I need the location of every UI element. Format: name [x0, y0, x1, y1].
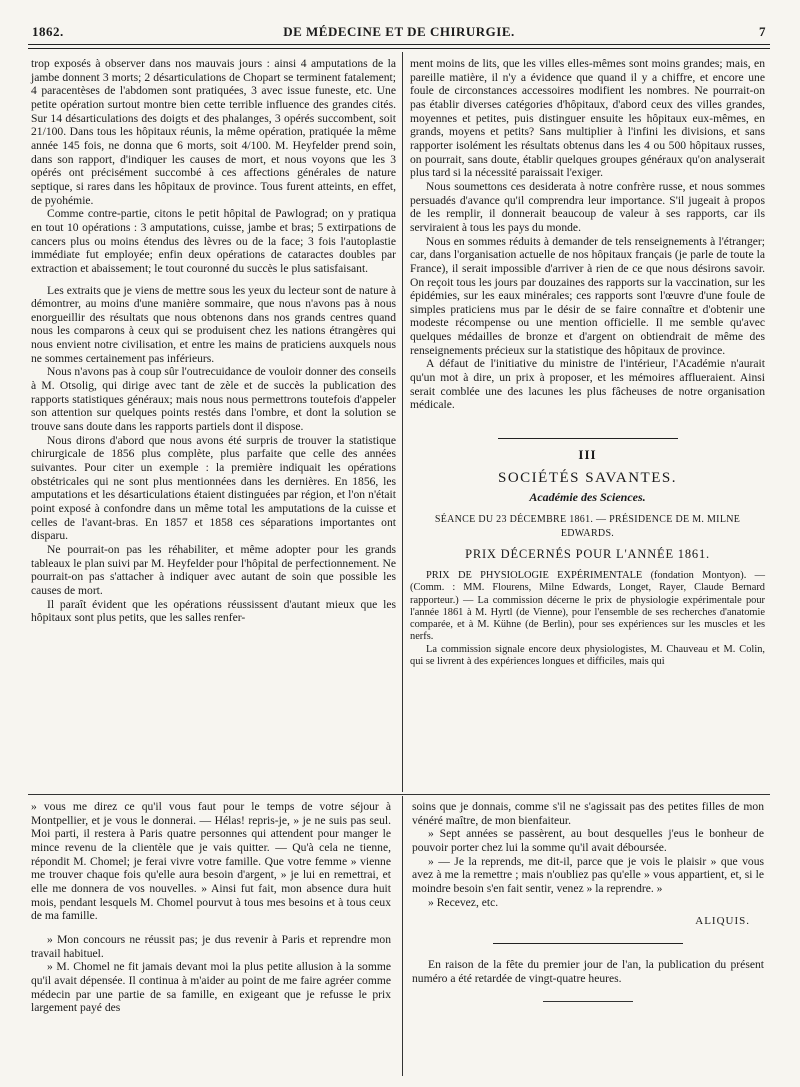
notice-paragraph: En raison de la fête du premier jour de l'an, la publication du présent numéro a été retardée de vingt-quatre heures.: [412, 957, 764, 985]
header-year: 1862.: [32, 24, 64, 39]
page-number: 7: [759, 24, 766, 39]
ornament-mark: III: [578, 447, 597, 463]
commission-paragraph: La commission signale encore deux physiologistes, M. Chauveau et M. Colin, qui se livrent à des expériences longues et difficiles, mais qui: [410, 643, 765, 668]
running-header: [28, 24, 770, 44]
notice-rule: [493, 943, 683, 944]
paragraph: » M. Chomel ne fit jamais devant moi la plus petite allusion à la somme qu'il avait dépensée. Il continua à m'aider au point de me faire agréer comme médecin par une partie de sa famille, en exigeant que je refusse le prix largement payé des: [31, 960, 391, 1015]
column-divider-bottom: [402, 796, 403, 1076]
section-divider: [28, 794, 770, 795]
paragraph: Nous en sommes réduits à demander de tels renseignements à l'étranger; car, dans l'organisation actuelle de nos hôpitaux français (je parle de toute la France), il serait impossible d'arriver à rien de ce que nous désirons savoir. On reçoit tous les jours par douzaines des rapports sur la vaccination, sur les épidémies, sur les eaux minérales; ces rapports sont l'œuvre d'une foule de simples praticiens mus par le désir de se faire connaître et d'obtenir une modeste récompense ou une mention officielle. Il me semble qu'avec quelques médailles de bronze et d'argent on obtiendrait de même des renseignements précieux sur la statistique des hôpitaux de province.: [410, 234, 765, 357]
paragraph: Comme contre-partie, citons le petit hôpital de Pawlograd; on y pratiqua en tout 10 opérations : 3 amputations, cuisse, jambe et bras; 5 extirpations de cancers plus ou moins étendus des lèvres ou de la face; 3 fois l'autoplastie immédiate fut employée; enfin deux opérations de cataractes doubles par extraction et abaissement; le tout couronné du succès le plus satisfaisant.: [31, 207, 396, 275]
paragraph: Nous dirons d'abord que nous avons été surpris de trouver la statistique chirurgicale de 1856 plus complète, plus parfaite que celle des années suivantes. Pour citer un exemple : la première indiquait les opérations obstétricales qui ne sont plus mentionnées dans les dernières. En 1856, les amputations et les désarticulations étaient distinguées par région, et l'on n'était point exposé à confondre dans un même total les amputations de la cuisse et celles de l'avant-bras. En 1857 et 1858 ces séparations importantes ont disparu.: [31, 433, 396, 543]
paragraph: » — Je la reprends, me dit-il, parce que je vois le plaisir » que vous avez à me la remettre ; mais n'oubliez pas qu'elle » vous appartient, et, si le moindre besoin s'en fait sentir, venez » la reprendre. »: [412, 854, 764, 895]
paragraph: » Mon concours ne réussit pas; je dus revenir à Paris et reprendre mon travail habituel.: [31, 932, 391, 960]
paragraph: A défaut de l'initiative du ministre de l'intérieur, l'Académie n'aurait qu'un mot à dire, un prix à proposer, et les mémoires afflueraient. Ainsi serait comblée une des lacunes les plus fâcheuses de notre organisation médicale.: [410, 357, 765, 412]
paragraph: » Sept années se passèrent, au bout desquelles j'eus le bonheur de pouvoir porter chez lui la somme qu'il avait déboursée.: [412, 827, 764, 854]
paragraph: ment moins de lits, que les villes elles-mêmes sont moins grandes; mais, en pareille matière, il n'y a évidence que quand il y a chiffre, et encore une foule de circonstances accessoires modifient les nombres. Ne pourrait-on pas établir diverses catégories d'hôpitaux, d'abord ceux des villes grandes, moyennes et petites, puis distinguer ensuite les hôpitaux eux-mêmes, en grands, moyens et petits? Sans multiplier à l'infini les divisions, et sans rapporter isolément les résultats obtenus dans les 4 ou 500 hôpitaux russes, on pourrait, sans doute, établir quelques groupes généraux qu'on analyserait plus tard si la nécessité paraissait l'exiger.: [410, 57, 765, 180]
column-right-top: [410, 57, 765, 668]
paragraph: Ne pourrait-on pas les réhabiliter, et même adopter pour les grands tableaux le plan suivi par M. Heyfelder pour l'hôpital de perfectionnement. Ne pourrait-on pas s'attacher à indiquer avec autant de soin que possible les causes de mort.: [31, 542, 396, 597]
paragraph: Les extraits que je viens de mettre sous les yeux du lecteur sont de nature à démontrer, au moins d'une manière sommaire, que nous n'avons pas à nous enorgueillir des résultats que nous obtenons dans nos grands centres quand nous les comparons à ceux qui se produisent chez les nations étrangères qui nous envient notre civilisation, et entre les mains de praticiens auxquels nous ne sommes certainement pas inférieurs.: [31, 283, 396, 365]
column-left-bottom: [31, 800, 391, 1015]
academy-title: Académie des Sciences.: [529, 490, 646, 505]
paragraph: trop exposés à observer dans nos mauvais jours : ainsi 4 amputations de la jambe donnent 3 morts; 2 désarticulations de Chopart se terminent fatalement; 4 paracentèses de l'abdomen sont pratiquées, 3 avec issue funeste, etc. Une petite opération surtout montre bien cette terrible influence des grandes cités. Sur 14 désarticulations des doigts et des phalanges, 3 opérés succombent, soit 21/100. Dans tous les hôpitaux réunis, la même opération, pratiquée la même année 145 fois, ne donna que 6 morts, soit 4/100. M. Heyfelder prend soin, dans son rapport, d'indiquer les causes de mort, et nous voyons que les 3 opérés ont précisément succombé à ces affections générales de nature septique, si rares dans les hôpitaux de province. Tous furent atteints, en effet, de pyohémie.: [31, 57, 396, 207]
paragraph: Nous soumettons ces desiderata à notre confrère russe, et nous sommes persuadés d'avance qu'il comprendra leur importance. S'il jugeait à propos de les remplir, il donnerait beaucoup de valeur à ses rapports, car ils serviraient à tous les pays du monde.: [410, 179, 765, 234]
paragraph: Nous n'avons pas à coup sûr l'outrecuidance de vouloir donner des conseils à M. Otsolig, qui dirige avec tant de zèle et de succès la publication des rapports statistiques généraux; mais nous nous permettrons toutefois d'appeler son attention sur quelques points restés dans l'ombre, et dont la solution se trouve sans doute dans les rapports partiels dont il dispose.: [31, 365, 396, 434]
paragraph: » vous me direz ce qu'il vous faut pour le temps de votre séjour à Montpellier, et je vous le donnerai. — Hélas! repris-je, » je ne suis pas seul. Moi parti, il restera à Paris quatre personnes qui attendent pour manger le mince revenu de la clientèle que je vais quitter. — Qu'à cela ne tienne, répondit M. Chomel; je ferai vivre votre famille. Que votre femme » vienne me trouver chaque fois qu'elle aura besoin d'argent, » je lui en remettrai, et elle me donnera de vos nouvelles. » Ainsi fut fait, mon absence dura huit mois, pendant lesquels M. Chomel pourvut à tous mes besoins et à tous ceux de ma famille.: [31, 800, 391, 923]
header-rule: [28, 44, 770, 49]
end-rule: [543, 1001, 633, 1002]
paragraph: » Recevez, etc.: [428, 895, 499, 909]
prix-paragraph: PRIX DE PHYSIOLOGIE EXPÉRIMENTALE (fondation Montyon). — (Comm. : MM. Flourens, Milne Edwards, Longet, Rayer, Claude Bernard rapporteur.) — La commission décerne le prix de physiologie expérimentale pour l'année 1861 à M. Hyrtl (de Vienne), pour l'ensemble de ses recherches d'anatomie comparée, et à M. Kühne (de Berlin), pour ses expériences sur les muscles et les nerfs.: [410, 570, 765, 643]
section-title: SOCIÉTÉS SAVANTES.: [498, 469, 677, 486]
column-right-bottom: [412, 800, 764, 1002]
signature: ALIQUIS.: [695, 915, 750, 928]
seance-line: SÉANCE DU 23 DÉCEMBRE 1861. — PRÉSIDENCE DE M. MILNE EDWARDS.: [434, 514, 741, 539]
ornament-rule: [498, 438, 678, 439]
section-ornament: [410, 438, 765, 462]
column-divider-top: [402, 52, 403, 792]
header-title: DE MÉDECINE ET DE CHIRURGIE.: [283, 24, 515, 39]
paragraph: Il paraît évident que les opérations réussissent d'autant mieux que les hôpitaux sont plus petits, que les salles renfer-: [31, 597, 396, 625]
prix-heading: PRIX DÉCERNÉS POUR L'ANNÉE 1861.: [465, 547, 710, 562]
paragraph: soins que je donnais, comme s'il ne s'agissait pas des petites filles de mon vénéré maître, de mon bienfaiteur.: [412, 800, 764, 827]
column-left-top: [31, 57, 396, 625]
